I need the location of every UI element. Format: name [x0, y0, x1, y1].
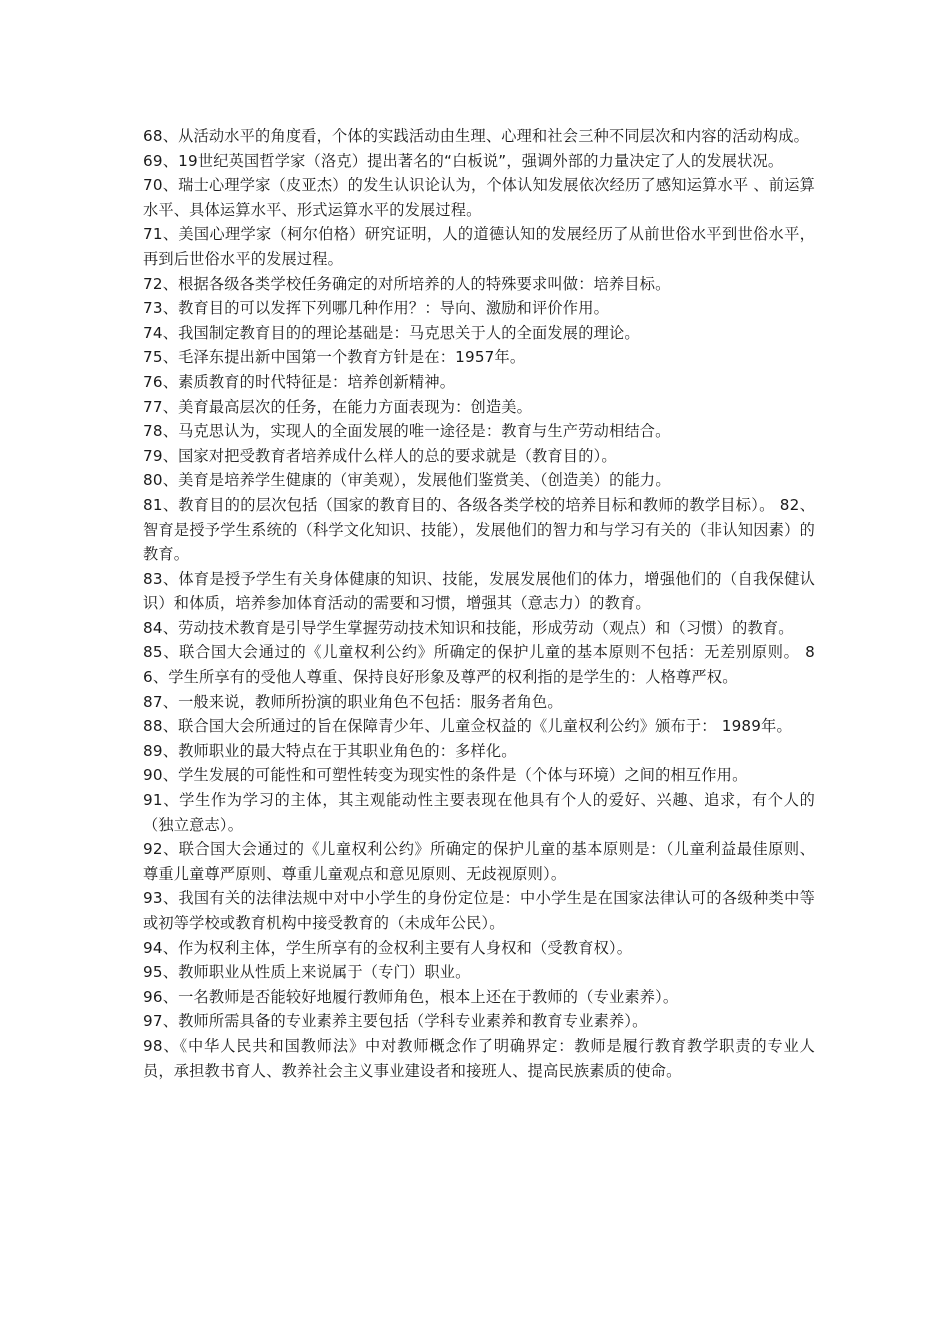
paragraph-93: 93、我国有关的法律法规中对中小学生的身份定位是：中小学生是在国家法律认可的各级种类中等或初等学校或教育机构中接受教育的（未成年公民）。 — [143, 889, 815, 932]
paragraph-88: 88、联合国大会所通过的旨在保障青少年、儿童佥权益的《儿童权利公约》颁布于： 1989年。 — [143, 717, 792, 736]
paragraph-76: 76、素质教育的时代特征是：培养创新精神。 — [143, 372, 456, 391]
paragraph-87: 87、一般来说，教师所扮演的职业角色不包括：服务者角色。 — [143, 692, 563, 711]
paragraph-91: 91、学生作为学习的主体，其主观能动性主要表现在他具有个人的爱好、兴趣、追求，有个人的（独立意志）。 — [143, 791, 815, 834]
paragraph-89: 89、教师职业的最大特点在于其职业角色的：多样化。 — [143, 741, 517, 760]
paragraph-85-86: 85、联合国大会通过的《儿童权利公约》所确定的保护儿童的基本原则不包括：无差别原则。 86、学生所享有的受他人尊重、保持良好形象及尊严的权利指的是学生的：人格尊严权。 — [143, 643, 815, 687]
paragraph-98: 98、《中华人民共和国教师法》中对教师概念作了明确界定：教师是履行教育教学职责的专业人员，承担教书育人、教养社会主义事业建设者和接班人、提高民族素质的使命。 — [143, 1036, 815, 1080]
paragraph-74: 74、我国制定教育目的的理论基础是：马克思关于人的全面发展的理论。 — [143, 323, 640, 342]
paragraph-97: 97、教师所需具备的专业素养主要包括（学科专业素养和教育专业素养）。 — [143, 1012, 648, 1031]
paragraph-70: 70、瑞士心理学家（皮亚杰）的发生认识论认为，个体认知发展依次经历了感知运算水平 、前运算水平、具体运算水平、形式运算水平的发展过程。 — [143, 176, 815, 219]
paragraph-68: 68、从活动水平的角度看，个体的实践活动由生理、心理和社会三种不同层次和内容的活动构成。 — [143, 127, 810, 145]
document-body — [143, 124, 815, 1083]
paragraph-83: 83、体育是授予学生有关身体健康的知识、技能，发展发展他们的体力，增强他们的（自我保健认识）和体质，培养参加体育活动的需要和习惯，增强其（意志力）的教育。 — [143, 569, 815, 613]
paragraph-72: 72、根据各级各类学校任务确定的对所培养的人的特殊要求叫做：培养目标。 — [143, 274, 671, 293]
paragraph-94: 94、作为权利主体，学生所享有的佥权利主要有人身权和（受教育权）。 — [143, 938, 633, 957]
paragraph-69: 69、19世纪英国哲学家（洛克）提出著名的“白板说”，强调外部的力量决定了人的发展状况。 — [143, 151, 784, 170]
paragraph-80: 80、美育是培养学生健康的（审美观），发展他们鉴赏美、（创造美）的能力。 — [143, 471, 671, 490]
paragraph-77: 77、美育最高层次的任务，在能力方面表现为：创造美。 — [143, 397, 533, 416]
paragraph-90: 90、学生发展的可能性和可塑性转变为现实性的条件是（个体与环境）之间的相互作用。 — [143, 766, 748, 785]
paragraph-81-82: 81、教育目的的层次包括（国家的教育目的、各级各类学校的培养目标和教师的教学目标）。 82、智育是授予学生系统的（科学文化知识、技能），发展他们的智力和与学习有关的（非认知因素）的教育。 — [143, 495, 815, 564]
paragraph-75: 75、毛泽东提出新中国第一个教育方针是在：1957年。 — [143, 348, 526, 367]
paragraph-79: 79、国家对把受教育者培养成什么样人的总的要求就是（教育目的）。 — [143, 446, 617, 465]
paragraph-78: 78、马克思认为，实现人的全面发展的唯一途径是：教育与生产劳动相结合。 — [143, 422, 671, 441]
paragraph-95: 95、教师职业从性质上来说属于（专门）职业。 — [143, 963, 471, 982]
paragraph-92: 92、联合国大会通过的《儿童权利公约》所确定的保护儿童的基本原则是：（儿童利益最佳原则、尊重儿童尊严原则、尊重儿童观点和意见原则、无歧视原则）。 — [143, 840, 815, 883]
paragraph-96: 96、一名教师是否能较好地履行教师角色，根本上还在于教师的（专业素养）。 — [143, 987, 679, 1006]
paragraph-84: 84、劳动技术教育是引导学生掌握劳动技术知识和技能，形成劳动（观点）和（习惯）的教育。 — [143, 618, 794, 637]
paragraph-71: 71、美国心理学家（柯尔伯格）研究证明，人的道德认知的发展经历了从前世俗水平到世俗水平，再到后世俗水平的发展过程。 — [143, 225, 815, 268]
paragraph-73: 73、教育目的可以发挥下列哪几种作用？：导向、激励和评价作用。 — [143, 299, 609, 318]
